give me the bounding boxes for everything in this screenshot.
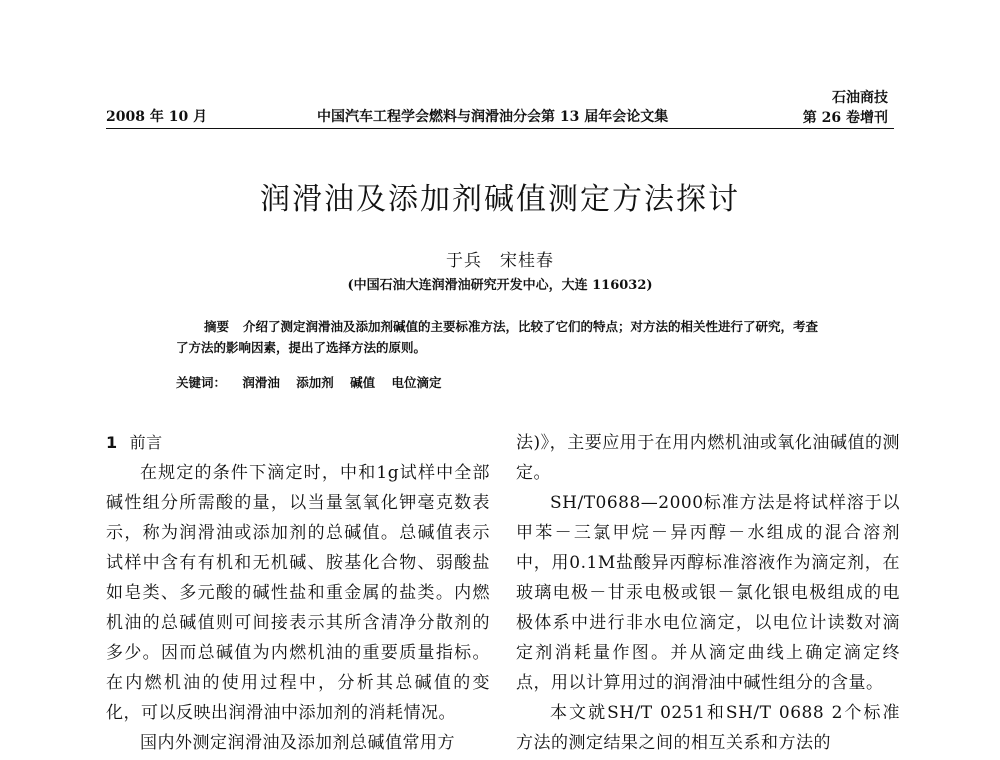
keyword: 润滑油 bbox=[242, 375, 280, 390]
journal-name: 石油商技 bbox=[832, 90, 888, 106]
keywords bbox=[176, 373, 454, 391]
header-date: 2008 年 10 月 bbox=[106, 109, 208, 125]
paragraph: 国内外测定润滑油及添加剂总碱值常用方 bbox=[140, 733, 455, 753]
abstract-label: 摘要 bbox=[204, 319, 230, 334]
paragraph: 在规定的条件下滴定时，中和1g试样中全部碱性组分所需酸的量，以当量氢氧化钾毫克数表示，称为润滑油或添加剂的总碱值。总碱值表示试样中含有有机和无机碱、胺基化合物、弱酸盐如皂类、多元酸的碱性盐和重金属的盐类。内燃机油的总碱值则可间接表示其所含清净分散剂的多少。因而总碱值为内燃机油的重要质量指标。在内燃机油的使用过程中，分析其总碱值的变化，可以反映出润滑油中添加剂的消耗情况。 bbox=[106, 463, 490, 723]
abstract bbox=[176, 316, 826, 358]
header-conference: 中国汽车工程学会燃料与润滑油分会第 13 届年会论文集 bbox=[317, 109, 669, 125]
keyword: 碱值 bbox=[350, 375, 376, 390]
abstract-text: 介绍了测定润滑油及添加剂碱值的主要标准方法，比较了它们的特点；对方法的相关性进行了研究，考查了方法的影响因素，提出了选择方法的原则。 bbox=[176, 319, 819, 355]
paragraph: SH/T0688—2000标准方法是将试样溶于以甲苯－三氯甲烷－异丙醇－水组成的混合溶剂中，用0.1M盐酸异丙醇标准溶液作为滴定剂，在玻璃电极－甘汞电极或银－氯化银电极组成的电极体系中进行非水电位滴定，以电位计读数对滴定剂消耗量作图。并从滴定曲线上确定滴定终点，用以计算用过的润滑油中碱性组分的含量。 bbox=[516, 493, 900, 693]
keywords-label: 关键词： bbox=[176, 375, 227, 390]
section-number: 1 bbox=[106, 433, 118, 452]
keyword: 添加剂 bbox=[296, 375, 334, 390]
header-journal bbox=[803, 88, 888, 128]
paragraph: 本文就SH/T 0251和SH/T 0688 2个标准方法的测定结果之间的相互关系和方法的 bbox=[516, 703, 900, 753]
affiliation: (中国石油大连润滑油研究开发中心，大连 116032) bbox=[347, 278, 653, 293]
left-column bbox=[106, 428, 490, 758]
right-column bbox=[516, 428, 900, 758]
author: 于兵 bbox=[446, 251, 482, 271]
paper-title: 润滑油及添加剂碱值测定方法探讨 bbox=[260, 182, 740, 217]
section-title: 前言 bbox=[129, 433, 163, 452]
paragraph: 法)》，主要应用于在用内燃机油或氧化油碱值的测定。 bbox=[516, 433, 900, 483]
author: 宋桂春 bbox=[500, 251, 554, 271]
section-heading bbox=[106, 428, 490, 458]
header-rule bbox=[106, 128, 894, 129]
keyword: 电位滴定 bbox=[391, 375, 442, 390]
journal-volume: 第 26 卷增刊 bbox=[802, 110, 888, 126]
author-list bbox=[0, 246, 1000, 271]
